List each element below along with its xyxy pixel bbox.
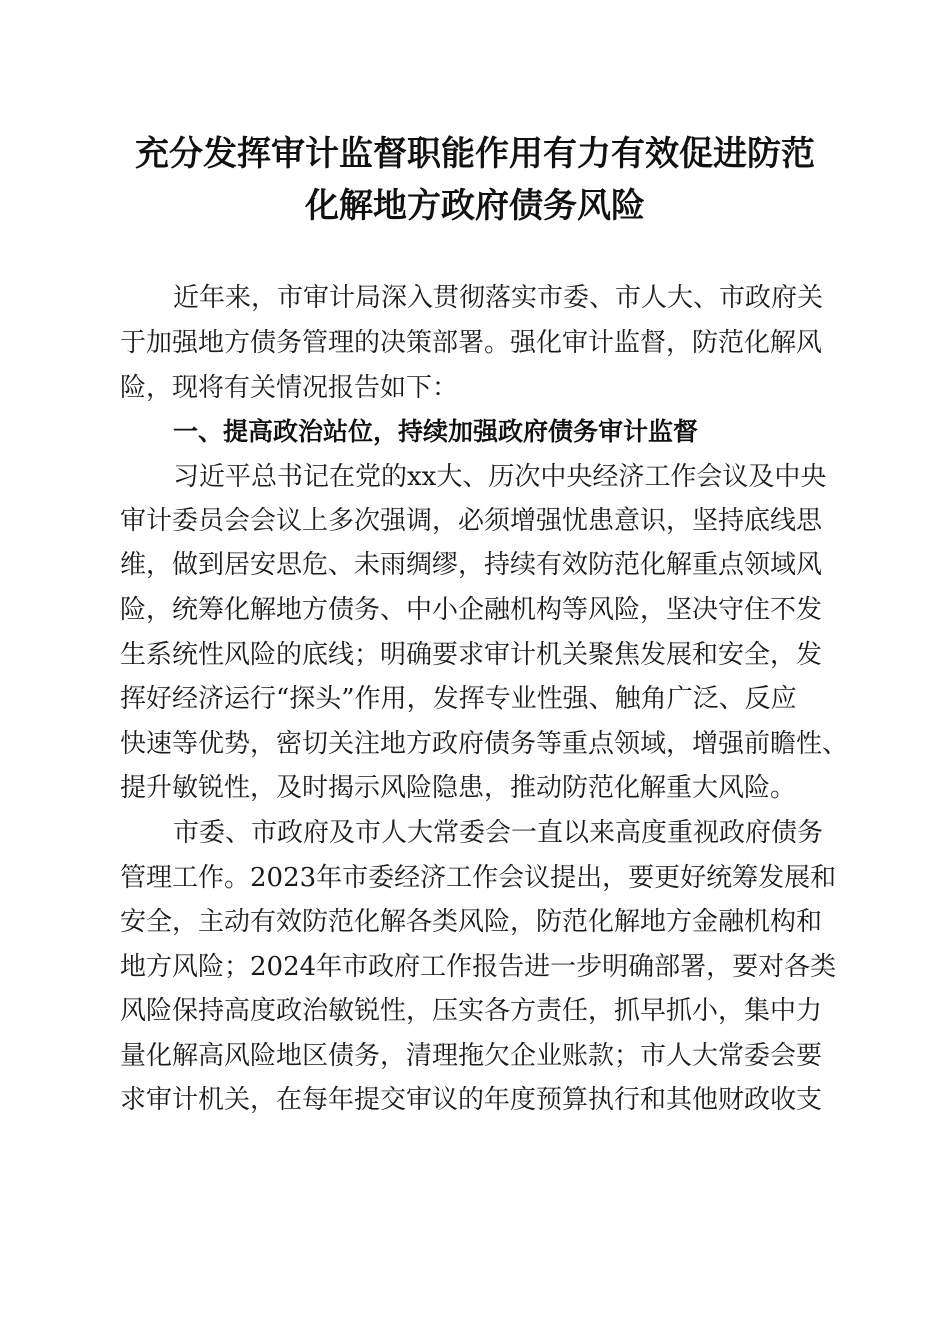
para2-line-2: 管理工作。2023年市委经济工作会议提出，要更好统筹发展和 bbox=[120, 863, 837, 893]
para2-line-3: 安全，主动有效防范化解各类风险，防范化解地方金融机构和 bbox=[120, 907, 823, 937]
para1-line-3: 维，做到居安思危、未雨绸缪，持续有效防范化解重点领域风 bbox=[120, 550, 823, 580]
para1-line-2: 审计委员会会议上多次强调，必须增强忧患意识，坚持底线思 bbox=[120, 506, 823, 536]
para1-line-4: 险，统筹化解地方债务、中小企融机构等风险，坚决守住不发 bbox=[120, 595, 823, 625]
para1-line-1: 习近平总书记在党的xx大、历次中央经济工作会议及中央 bbox=[173, 462, 827, 492]
para2-line-5: 风险保持高度政治敏锐性，压实各方责任，抓早抓小，集中力 bbox=[120, 996, 823, 1026]
para1-line-8: 提升敏锐性，及时揭示风险隐患，推动防范化解重大风险。 bbox=[120, 773, 797, 803]
document-title-line-1: 充分发挥审计监督职能作用有力有效促进防范 bbox=[135, 134, 815, 174]
para1-line-6: 挥好经济运行“探头”作用，发挥专业性强、触角广泛、反应 bbox=[120, 684, 797, 714]
para2-line-6: 量化解高风险地区债务，清理拖欠企业账款；市人大常委会要 bbox=[120, 1041, 823, 1071]
intro-line-1: 近年来，市审计局深入贯彻落实市委、市人大、市政府关 bbox=[173, 283, 824, 313]
para2-line-7: 求审计机关，在每年提交审议的年度预算执行和其他财政收支 bbox=[120, 1085, 823, 1115]
para1-line-7: 快速等优势，密切关注地方政府债务等重点领域，增强前瞻性、 bbox=[120, 729, 849, 759]
section-heading-1: 一、提高政治站位，持续加强政府债务审计监督 bbox=[173, 417, 699, 446]
para1-line-5: 生系统性风险的底线；明确要求审计机关聚焦发展和安全，发 bbox=[120, 640, 823, 670]
document-title-line-2: 化解地方政府债务风险 bbox=[305, 186, 645, 226]
para2-line-1: 市委、市政府及市人大常委会一直以来高度重视政府债务 bbox=[173, 818, 824, 848]
intro-line-2: 于加强地方债务管理的决策部署。强化审计监督，防范化解风 bbox=[120, 328, 823, 358]
para2-line-4: 地方风险；2024年市政府工作报告进一步明确部署，要对各类 bbox=[120, 952, 837, 982]
intro-line-3: 险，现将有关情况报告如下： bbox=[120, 373, 459, 403]
